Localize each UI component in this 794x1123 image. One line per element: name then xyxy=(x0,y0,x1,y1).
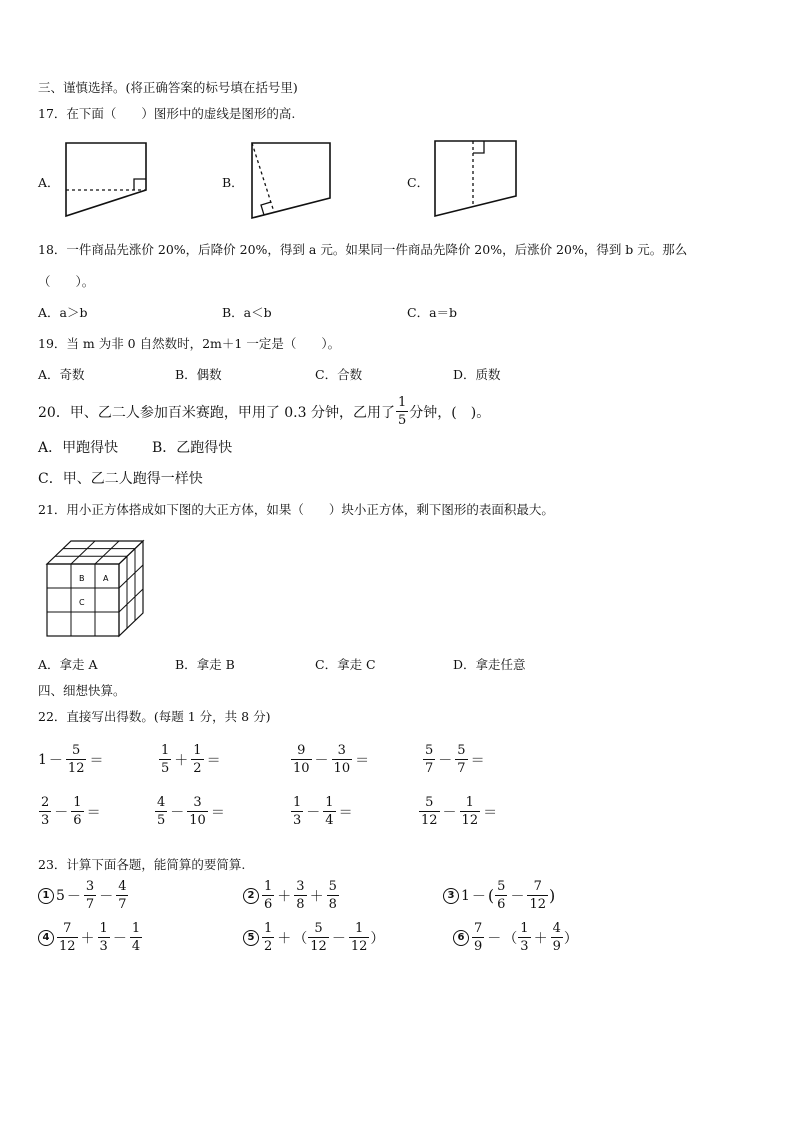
frac-num: 1 xyxy=(193,743,202,758)
frac-den: 6 xyxy=(73,813,82,828)
frac-num: 5 xyxy=(457,743,466,758)
circled-number: 6 xyxy=(453,930,469,946)
frac-den: 12 xyxy=(350,939,368,954)
frac-num: 4 xyxy=(118,879,127,894)
q20-stem-part-b: 分钟，( )。 xyxy=(409,404,491,421)
q17-figure-a xyxy=(60,138,152,222)
frac-num: 9 xyxy=(297,743,306,758)
q21-option-d: D．拿走任意 xyxy=(453,657,526,672)
frac-den: 7 xyxy=(118,897,127,912)
frac-num: 1 xyxy=(264,879,273,894)
frac-num: 4 xyxy=(157,795,166,810)
frac-den: 7 xyxy=(425,761,434,776)
q17-option-c-label: C． xyxy=(407,175,430,190)
fraction xyxy=(159,744,171,775)
frac-num: 1 xyxy=(99,921,108,936)
frac-den: 4 xyxy=(131,939,141,954)
whole-number: 1 xyxy=(461,887,470,904)
frac-num: 1 xyxy=(465,795,474,810)
q19-option-d: D．质数 xyxy=(453,367,501,382)
equals-sign: ＝ xyxy=(338,804,353,821)
circled-number: 3 xyxy=(443,888,459,904)
q23-stem: 23．计算下面各题，能简算的要简算. xyxy=(38,857,246,872)
fraction xyxy=(551,922,563,953)
q23-problem-3 xyxy=(443,880,555,911)
frac-num: 4 xyxy=(552,921,561,936)
minus-sign: － xyxy=(510,888,525,905)
q21-stem: 21．用小正方体搭成如下图的大正方体，如果（ ）块小正方体，剩下图形的表面积最大。 xyxy=(38,502,554,517)
q23-problem-5 xyxy=(243,922,384,953)
frac-num: 7 xyxy=(533,879,542,894)
right-paren: ) xyxy=(549,886,556,905)
minus-sign: － xyxy=(442,804,457,821)
frac-den: 10 xyxy=(333,761,351,776)
frac-num: 3 xyxy=(337,743,346,758)
q22-item-1 xyxy=(38,744,105,775)
q18-option-b: B．a＜b xyxy=(222,305,272,320)
whole-number: 5 xyxy=(56,887,65,904)
q17-figure-c xyxy=(430,136,522,222)
frac-den: 3 xyxy=(99,939,108,954)
fraction xyxy=(191,744,203,775)
frac-num: 5 xyxy=(314,921,323,936)
minus-sign: － xyxy=(48,752,63,769)
plus-sign: ＋ xyxy=(80,930,95,947)
q17-option-a-label: A． xyxy=(38,175,60,190)
right-paren: ） xyxy=(563,930,578,947)
minus-sign: － xyxy=(170,804,185,821)
frac-den: 8 xyxy=(328,897,337,912)
cube-label-a: A xyxy=(103,574,109,583)
q21-cube-figure xyxy=(44,538,148,640)
frac-num: 1 xyxy=(161,743,170,758)
fraction xyxy=(323,796,335,827)
q21-option-b: B．拿走 B xyxy=(175,657,235,672)
frac-num: 1 xyxy=(325,795,334,810)
frac-den: 9 xyxy=(474,939,483,954)
q22-item-5 xyxy=(38,796,103,827)
q23-problem-4 xyxy=(38,922,143,953)
plus-sign: ＋ xyxy=(309,888,324,905)
frac-num: 5 xyxy=(328,879,337,894)
left-paren: （ xyxy=(293,930,308,947)
q20-frac-den: 5 xyxy=(397,413,407,428)
q21-option-a: A．拿走 A xyxy=(38,657,98,672)
frac-num: 5 xyxy=(497,879,506,894)
frac-den: 10 xyxy=(293,761,310,776)
plus-sign: ＋ xyxy=(174,752,189,769)
frac-num: 5 xyxy=(425,795,434,810)
fraction xyxy=(527,880,548,911)
fraction xyxy=(66,744,87,775)
fraction xyxy=(84,880,96,911)
equals-sign: ＝ xyxy=(210,804,225,821)
circled-number: 5 xyxy=(243,930,259,946)
cube-label-b: B xyxy=(79,574,85,583)
frac-num: 2 xyxy=(41,795,50,810)
q22-item-3 xyxy=(290,744,371,775)
frac-den: 12 xyxy=(529,897,546,912)
frac-den: 9 xyxy=(552,939,561,954)
q18-stem-cont: （ ）。 xyxy=(38,274,95,289)
plus-sign: ＋ xyxy=(277,888,292,905)
fraction xyxy=(349,922,370,953)
frac-num: 1 xyxy=(131,921,141,936)
minus-sign: － xyxy=(306,804,321,821)
q22-item-7 xyxy=(290,796,355,827)
equals-sign: ＝ xyxy=(355,752,370,769)
equals-sign: ＝ xyxy=(206,752,221,769)
section-4-heading: 四、细想快算。 xyxy=(38,683,126,698)
frac-den: 10 xyxy=(189,813,206,828)
q22-item-1-whole: 1 xyxy=(38,751,47,768)
frac-num: 3 xyxy=(193,795,202,810)
frac-num: 3 xyxy=(296,879,305,894)
q20-fraction xyxy=(396,396,408,427)
frac-den: 3 xyxy=(293,813,302,828)
section-3-heading: 三、谨慎选择。(将正确答案的标号填在括号里) xyxy=(38,80,298,95)
q17-figure-b xyxy=(244,138,336,222)
minus-sign: － xyxy=(331,930,346,947)
frac-den: 5 xyxy=(161,761,170,776)
fraction xyxy=(262,880,274,911)
frac-den: 6 xyxy=(497,897,506,912)
frac-num: 1 xyxy=(520,921,529,936)
frac-num: 1 xyxy=(264,921,273,936)
frac-den: 3 xyxy=(520,939,529,954)
minus-sign: － xyxy=(112,930,127,947)
fraction xyxy=(291,796,303,827)
fraction xyxy=(472,922,484,953)
fraction xyxy=(327,880,339,911)
cube-label-c: C xyxy=(79,598,85,607)
minus-sign: － xyxy=(99,888,114,905)
q19-stem: 19．当 m 为非 0 自然数时，2m＋1 一定是（ ）。 xyxy=(38,336,341,351)
frac-num: 7 xyxy=(63,921,72,936)
fraction xyxy=(262,922,274,953)
minus-sign: － xyxy=(314,752,329,769)
frac-den: 8 xyxy=(296,897,305,912)
left-paren: ( xyxy=(487,886,495,905)
frac-num: 7 xyxy=(474,921,483,936)
q18-stem: 18．一件商品先涨价 20%，后降价 20%，得到 a 元。如果同一件商品先降价 20%，后涨价 20%，得到 b 元。那么 xyxy=(38,242,688,257)
fraction xyxy=(187,796,208,827)
q22-stem: 22．直接写出得数。(每题 1 分，共 8 分) xyxy=(38,709,271,724)
frac-den: 7 xyxy=(85,897,95,912)
circled-number: 1 xyxy=(38,888,54,904)
q21-option-c: C．拿走 C xyxy=(315,657,376,672)
fraction xyxy=(57,922,78,953)
q17-option-b-label: B． xyxy=(222,175,244,190)
q19-option-b: B．偶数 xyxy=(175,367,222,382)
q17-stem: 17．在下面（ ）图形中的虚线是图形的高. xyxy=(38,106,296,121)
frac-den: 2 xyxy=(193,761,202,776)
equals-sign: ＝ xyxy=(470,752,485,769)
q20-option-a: A．甲跑得快 xyxy=(38,440,119,456)
minus-sign: － xyxy=(54,804,69,821)
fraction xyxy=(130,922,142,953)
fraction xyxy=(460,796,481,827)
plus-sign: ＋ xyxy=(533,930,548,947)
q19-option-a: A．奇数 xyxy=(38,367,85,382)
minus-sign: － xyxy=(471,888,486,905)
frac-num: 1 xyxy=(354,921,364,936)
frac-den: 12 xyxy=(59,939,76,954)
q22-item-4 xyxy=(422,744,487,775)
q20-option-b: B．乙跑得快 xyxy=(152,440,233,456)
fraction xyxy=(39,796,51,827)
plus-sign: ＋ xyxy=(277,930,292,947)
q20-frac-num: 1 xyxy=(397,395,407,410)
frac-den: 4 xyxy=(325,813,334,828)
fraction xyxy=(332,744,353,775)
frac-den: 2 xyxy=(264,939,273,954)
frac-num: 1 xyxy=(293,795,302,810)
fraction xyxy=(291,744,312,775)
left-paren: （ xyxy=(503,930,518,947)
circled-number: 4 xyxy=(38,930,54,946)
right-paren: ） xyxy=(370,930,385,947)
q22-item-6 xyxy=(154,796,227,827)
frac-num: 5 xyxy=(425,743,434,758)
equals-sign: ＝ xyxy=(89,752,104,769)
frac-num: 3 xyxy=(85,879,95,894)
equals-sign: ＝ xyxy=(86,804,101,821)
frac-den: 7 xyxy=(457,761,466,776)
minus-sign: － xyxy=(438,752,453,769)
q20-stem xyxy=(38,396,490,427)
frac-num: 1 xyxy=(73,795,82,810)
circled-number: 2 xyxy=(243,888,259,904)
frac-den: 12 xyxy=(67,761,85,776)
q18-option-c: C．a＝b xyxy=(407,305,458,320)
q19-option-c: C．合数 xyxy=(315,367,363,382)
fraction xyxy=(495,880,507,911)
frac-den: 12 xyxy=(421,813,438,828)
frac-den: 6 xyxy=(264,897,273,912)
q23-problem-1 xyxy=(38,880,129,911)
frac-den: 12 xyxy=(310,939,327,954)
fraction xyxy=(518,922,530,953)
fraction xyxy=(294,880,306,911)
q22-item-2 xyxy=(158,744,223,775)
q20-option-c: C．甲、乙二人跑得一样快 xyxy=(38,471,203,487)
frac-den: 5 xyxy=(157,813,166,828)
fraction xyxy=(71,796,83,827)
q20-stem-part-a: 20．甲、乙二人参加百米赛跑，甲用了 0.3 分钟，乙用了 xyxy=(38,404,395,421)
minus-sign: － xyxy=(487,930,502,947)
fraction xyxy=(419,796,440,827)
fraction xyxy=(98,922,110,953)
fraction xyxy=(116,880,128,911)
minus-sign: － xyxy=(66,888,81,905)
fraction xyxy=(455,744,467,775)
frac-den: 12 xyxy=(461,813,479,828)
fraction xyxy=(155,796,167,827)
frac-num: 5 xyxy=(72,743,81,758)
q18-option-a: A．a＞b xyxy=(38,305,88,320)
q22-item-8 xyxy=(418,796,499,827)
fraction xyxy=(308,922,329,953)
equals-sign: ＝ xyxy=(483,804,498,821)
frac-den: 3 xyxy=(41,813,50,828)
q23-problem-2 xyxy=(243,880,340,911)
q23-problem-6 xyxy=(453,922,578,953)
fraction xyxy=(423,744,435,775)
